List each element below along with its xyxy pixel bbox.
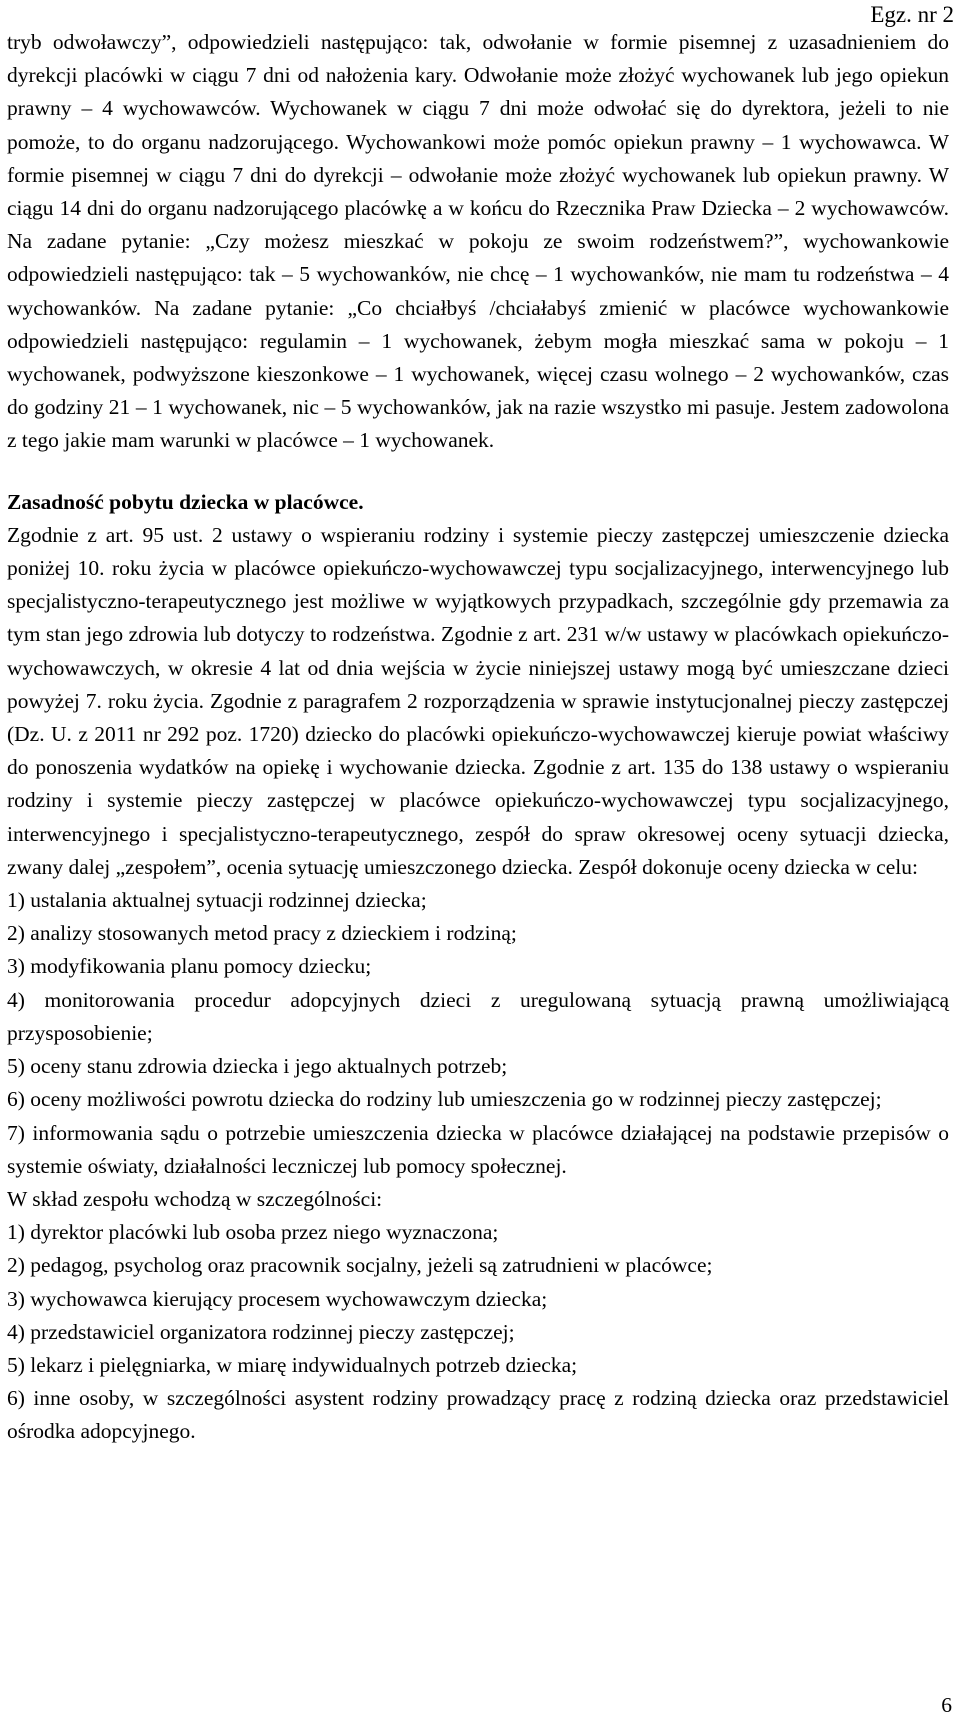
- list-item: 6) oceny możliwości powrotu dziecka do rodziny lub umieszczenia go w rodzinnej pieczy zastępczej;: [7, 1087, 882, 1112]
- members-intro: W skład zespołu wchodzą w szczególności:: [7, 1186, 383, 1211]
- list-item: 3) modyfikowania planu pomocy dziecku;: [7, 954, 372, 979]
- list-item: 4) monitorowania procedur adopcyjnych dzieci z uregulowaną sytuacją prawną umożliwiającą przysposobienie;: [7, 987, 949, 1045]
- section-paragraph: Zgodnie z art. 95 ust. 2 ustawy o wspieraniu rodziny i systemie pieczy zastępczej umieszczenie dziecka poniżej 10. roku życia w placówce opiekuńczo-wychowawczej typu socjalizacyjnego, interwencyjnego lub specjalistyczno-terapeutycznego jest możliwe w wyjątkowych przypadkach, szczególnie gdy przemawia za tym stan jego zdrowia lub dotyczy to rodzeństwa. Zgodnie z art. 231 w/w ustawy w placówkach opiekuńczo-wychowawczych, w okresie 4 lat od dnia wejścia w życie niniejszej ustawy mogą być umieszczane dzieci powyżej 7. roku życia. Zgodnie z paragrafem 2 rozporządzenia w sprawie instytucjonalnej pieczy zastępczej (Dz. U. z 2011 nr 292 poz. 1720) dziecko do placówki opiekuńczo-wychowawczej kieruje powiat właściwy do ponoszenia wydatków na opiekę i wychowanie dziecka. Zgodnie z art. 135 do 138 ustawy o wspieraniu rodziny i systemie pieczy zastępczej w placówce opiekuńczo-wychowawczej typu socjalizacyjnego, interwencyjnego i specjalistyczno-terapeutycznego, zespół do spraw okresowej oceny sytuacji dziecka, zwany dalej „zespołem”, ocenia sytuację umieszczonego dziecka. Zespół dokonuje oceny dziecka w celu:: [7, 522, 949, 879]
- list-item: 6) inne osoby, w szczególności asystent rodziny prowadzący pracę z rodziną dziecka oraz przedstawiciel ośrodka adopcyjnego.: [7, 1386, 949, 1444]
- list-item: 2) pedagog, psycholog oraz pracownik socjalny, jeżeli są zatrudnieni w placówce;: [7, 1253, 713, 1278]
- list-item: 7) informowania sądu o potrzebie umieszczenia dziecka w placówce działającej na podstawie przepisów o systemie oświaty, działalności leczniczej lub pomocy społecznej.: [7, 1120, 949, 1178]
- list-item: 3) wychowawca kierujący procesem wychowawczym dziecka;: [7, 1286, 548, 1311]
- list-item: 5) lekarz i pielęgniarka, w miarę indywidualnych potrzeb dziecka;: [7, 1352, 578, 1377]
- list-item: 4) przedstawiciel organizatora rodzinnej pieczy zastępczej;: [7, 1319, 515, 1344]
- list-item: 5) oceny stanu zdrowia dziecka i jego aktualnych potrzeb;: [7, 1054, 508, 1079]
- team-members-list: [7, 1216, 949, 1448]
- copy-number-label: Egz. nr 2: [870, 2, 954, 27]
- list-item: 1) ustalania aktualnej sytuacji rodzinnej dziecka;: [7, 888, 427, 913]
- section-heading: Zasadność pobytu dziecka w placówce.: [7, 489, 364, 514]
- survey-results-paragraph: tryb odwoławczy”, odpowiedzieli następująco: tak, odwołanie w formie pisemnej z uzasadnieniem do dyrekcji placówki w ciągu 7 dni od nałożenia kary. Odwołanie może złożyć wychowanek lub jego opiekun prawny – 4 wychowawców. Wychowanek w ciągu 7 dni może odwołać się do dyrektora, jeżeli to nie pomoże, to do organu nadzorującego. Wychowankowi może pomóc opiekun prawny – 1 wychowawca. W formie pisemnej w ciągu 7 dni do dyrekcji – odwołanie może złożyć wychowanek lub opiekun prawny. W ciągu 14 dni do organu nadzorującego placówkę a w końcu do Rzecznika Praw Dziecka – 2 wychowawców. Na zadane pytanie: „Czy możesz mieszkać w pokoju ze swoim rodzeństwem?”, wychowankowie odpowiedzieli następująco: tak – 5 wychowanków, nie chcę – 1 wychowanków, nie mam tu rodzeństwa – 4 wychowanków. Na zadane pytanie: „Co chciałbyś /chciałabyś zmienić w placówce wychowankowie odpowiedzieli następująco: regulamin – 1 wychowanek, żebym mogła mieszkać sama w pokoju – 1 wychowanek, podwyższone kieszonkowe – 1 wychowanek, więcej czasu wolnego – 2 wychowanków, czas do godziny 21 – 1 wychowanek, nic – 5 wychowanków, jak na razie wszystko mi pasuje. Jestem zadowolona z tego jakie mam warunki w placówce – 1 wychowanek.: [7, 30, 949, 453]
- page-number: 6: [941, 1693, 952, 1717]
- assessment-goals-list: [7, 884, 949, 1183]
- list-item: 1) dyrektor placówki lub osoba przez niego wyznaczona;: [7, 1220, 499, 1245]
- list-item: 2) analizy stosowanych metod pracy z dzieckiem i rodziną;: [7, 921, 517, 946]
- document-body: [7, 26, 949, 1449]
